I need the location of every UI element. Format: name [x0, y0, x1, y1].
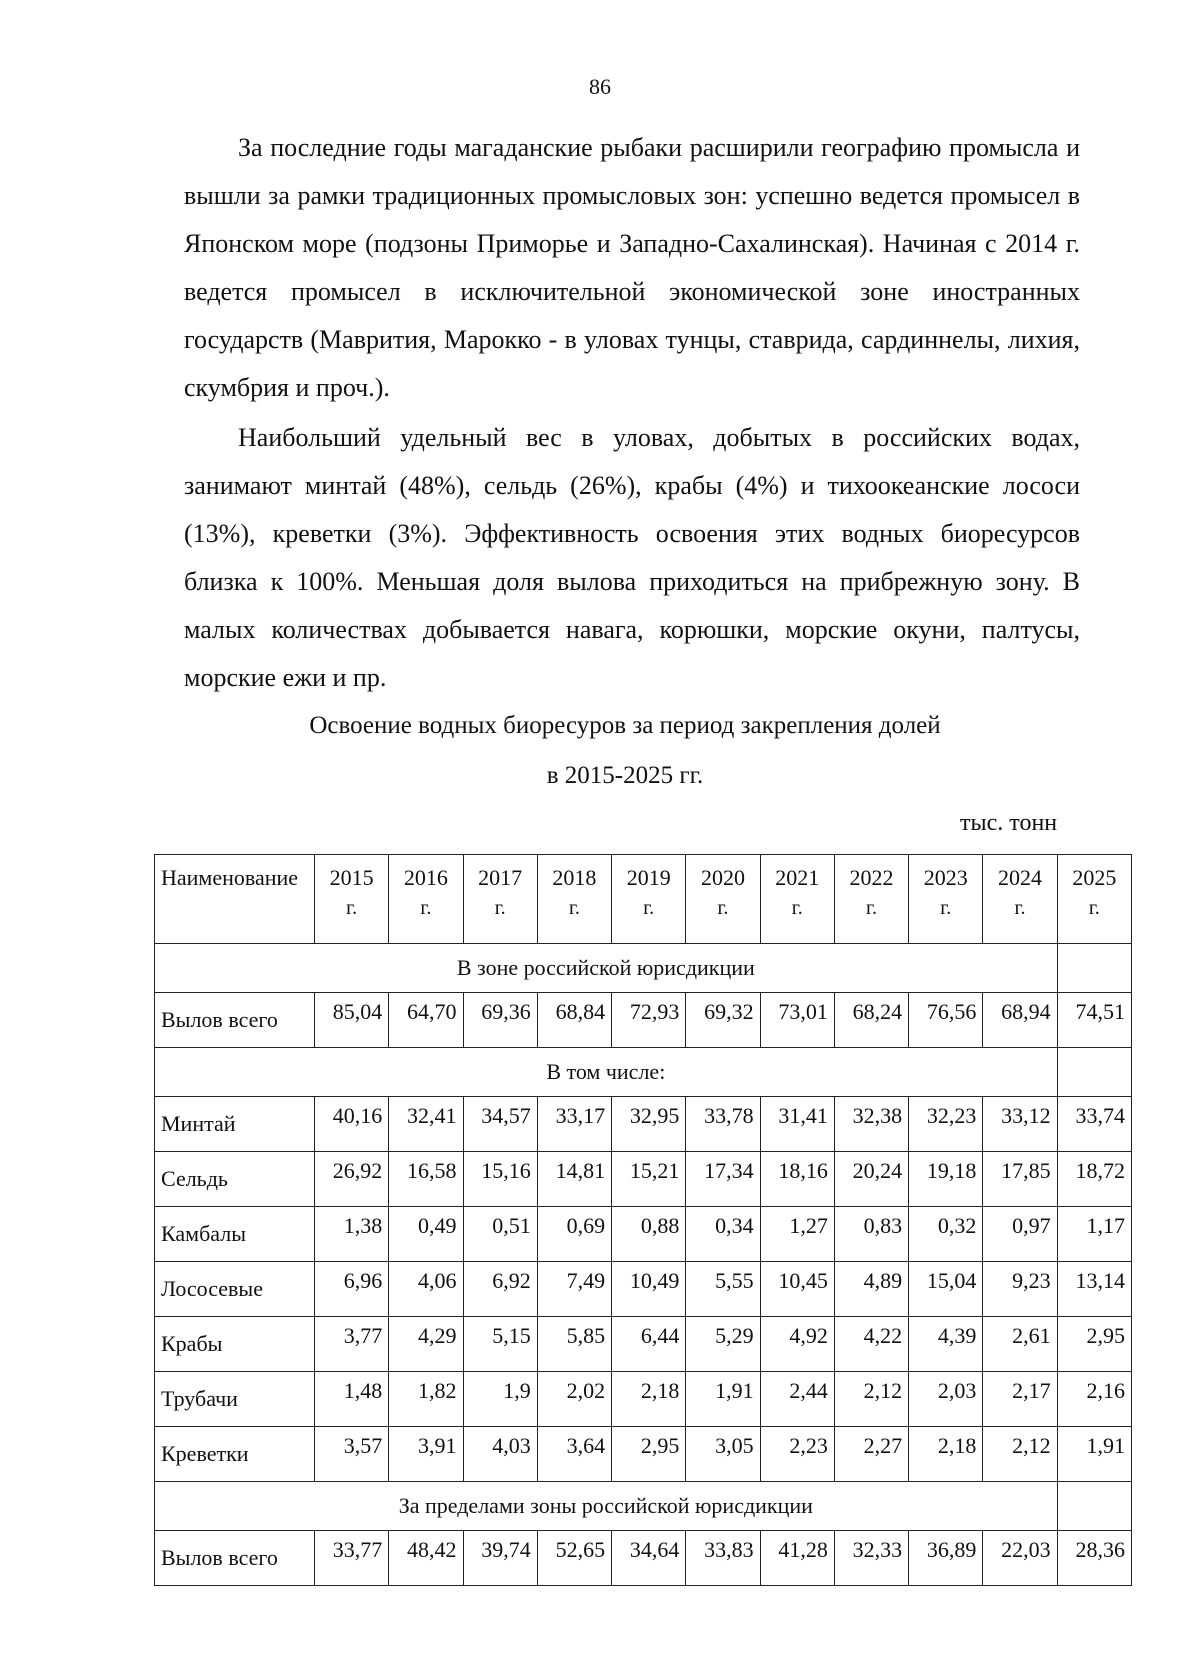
value-cell: 28,36	[1057, 1531, 1131, 1586]
value-cell: 2,61	[983, 1317, 1057, 1372]
column-header-year	[686, 855, 760, 944]
paragraph-fishing-geography: За последние годы магаданские рыбаки расширили географию промысла и вышли за рамки традиционных промысловых зон: успешно ведется промысел в Японском море (подзоны Приморье и Западно-Сахалинская). Начиная с 2014 г. ведется промысел в исключительной экономической зоне иностранных государств (Маврития, Марокко - в уловах тунцы, ставрида, сардиннелы, лихия, скумбрия и проч.).	[184, 133, 1080, 402]
year-label: 2016	[403, 865, 448, 890]
value-cell: 7,49	[537, 1262, 611, 1317]
year-label: 2019	[626, 865, 671, 890]
value-cell: 33,77	[315, 1531, 389, 1586]
value-cell: 2,44	[760, 1372, 834, 1427]
value-cell: 33,17	[537, 1097, 611, 1152]
value-cell: 0,32	[909, 1207, 983, 1262]
table-header-row	[155, 855, 1132, 944]
table-body	[155, 944, 1132, 1586]
page-number: 86	[589, 74, 611, 99]
table-row	[155, 1531, 1132, 1586]
value-cell: 6,96	[315, 1262, 389, 1317]
value-cell: 34,64	[612, 1531, 686, 1586]
value-cell: 15,16	[463, 1152, 537, 1207]
value-cell: 34,57	[463, 1097, 537, 1152]
value-cell: 4,39	[909, 1317, 983, 1372]
value-cell: 2,23	[760, 1427, 834, 1482]
table-row	[155, 993, 1132, 1048]
value-cell: 33,83	[686, 1531, 760, 1586]
value-cell: 0,97	[983, 1207, 1057, 1262]
value-cell: 18,72	[1057, 1152, 1131, 1207]
value-cell: 3,77	[315, 1317, 389, 1372]
value-cell: 26,92	[315, 1152, 389, 1207]
value-cell: 4,89	[834, 1262, 908, 1317]
table-row	[155, 1372, 1132, 1427]
year-label: 2023	[923, 865, 968, 890]
value-cell: 5,55	[686, 1262, 760, 1317]
value-cell: 6,92	[463, 1262, 537, 1317]
section-row	[155, 1482, 1132, 1531]
table-caption-line1: Освоение водных биоресуров за период закрепления долей	[309, 712, 941, 739]
value-cell: 33,78	[686, 1097, 760, 1152]
value-cell: 4,29	[389, 1317, 463, 1372]
value-cell: 74,51	[1057, 993, 1131, 1048]
value-cell: 1,38	[315, 1207, 389, 1262]
value-cell: 32,33	[834, 1531, 908, 1586]
year-suffix: г.	[346, 897, 358, 919]
year-label: 2024	[998, 865, 1043, 890]
row-label: Вылов всего	[155, 1531, 315, 1586]
year-label: 2015	[329, 865, 374, 890]
section-row	[155, 1048, 1132, 1097]
table-row	[155, 1152, 1132, 1207]
table-row	[155, 1097, 1132, 1152]
year-label: 2020	[700, 865, 745, 890]
empty-cell	[1057, 1482, 1131, 1531]
value-cell: 41,28	[760, 1531, 834, 1586]
paragraph-catch-share: Наибольший удельный вес в уловах, добытых в российских водах, занимают минтай (48%), сельдь (26%), крабы (4%) и тихоокеанские лососи (13%), креветки (3%). Эффективность освоения этих водных биоресурсов близка к 100%. Меньшая доля вылова приходиться на прибрежную зону. В малых количествах добывается навага, корюшки, морские окуни, палтусы, морские ежи и пр.	[184, 423, 1080, 692]
value-cell: 40,16	[315, 1097, 389, 1152]
row-label: Камбалы	[155, 1207, 315, 1262]
value-cell: 6,44	[612, 1317, 686, 1372]
value-cell: 2,27	[834, 1427, 908, 1482]
column-header-name: Наименование	[155, 855, 315, 944]
value-cell: 20,24	[834, 1152, 908, 1207]
value-cell: 68,24	[834, 993, 908, 1048]
value-cell: 4,92	[760, 1317, 834, 1372]
value-cell: 73,01	[760, 993, 834, 1048]
value-cell: 33,74	[1057, 1097, 1131, 1152]
row-label: Вылов всего	[155, 993, 315, 1048]
value-cell: 1,48	[315, 1372, 389, 1427]
value-cell: 0,69	[537, 1207, 611, 1262]
value-cell: 10,49	[612, 1262, 686, 1317]
value-cell: 0,34	[686, 1207, 760, 1262]
value-cell: 3,05	[686, 1427, 760, 1482]
value-cell: 32,38	[834, 1097, 908, 1152]
value-cell: 2,18	[909, 1427, 983, 1482]
year-label: 2017	[478, 865, 523, 890]
catch-table	[154, 854, 1132, 1586]
year-suffix: г.	[866, 897, 877, 919]
row-label: Сельдь	[155, 1152, 315, 1207]
value-cell: 2,18	[612, 1372, 686, 1427]
value-cell: 64,70	[389, 993, 463, 1048]
value-cell: 32,41	[389, 1097, 463, 1152]
value-cell: 0,88	[612, 1207, 686, 1262]
year-label: 2025	[1072, 865, 1117, 890]
value-cell: 1,82	[389, 1372, 463, 1427]
value-cell: 2,95	[612, 1427, 686, 1482]
value-cell: 39,74	[463, 1531, 537, 1586]
column-header-year	[834, 855, 908, 944]
value-cell: 1,17	[1057, 1207, 1131, 1262]
value-cell: 17,85	[983, 1152, 1057, 1207]
value-cell: 3,91	[389, 1427, 463, 1482]
section-outside-zone: За пределами зоны российской юрисдикции	[155, 1482, 1058, 1531]
value-cell: 3,64	[537, 1427, 611, 1482]
value-cell: 69,36	[463, 993, 537, 1048]
empty-cell	[1057, 944, 1131, 993]
value-cell: 36,89	[909, 1531, 983, 1586]
year-label: 2018	[552, 865, 597, 890]
value-cell: 14,81	[537, 1152, 611, 1207]
year-suffix: г.	[1014, 897, 1026, 919]
column-header-year	[1057, 855, 1131, 944]
table-row	[155, 1427, 1132, 1482]
value-cell: 22,03	[983, 1531, 1057, 1586]
row-label: Креветки	[155, 1427, 315, 1482]
year-label: 2021	[775, 865, 820, 890]
value-cell: 68,94	[983, 993, 1057, 1048]
value-cell: 68,84	[537, 993, 611, 1048]
column-header-year	[760, 855, 834, 944]
value-cell: 72,93	[612, 993, 686, 1048]
value-cell: 2,17	[983, 1372, 1057, 1427]
table-row	[155, 1207, 1132, 1262]
value-cell: 15,04	[909, 1262, 983, 1317]
value-cell: 18,16	[760, 1152, 834, 1207]
year-suffix: г.	[791, 897, 803, 919]
value-cell: 5,15	[463, 1317, 537, 1372]
value-cell: 1,91	[1057, 1427, 1131, 1482]
value-cell: 0,83	[834, 1207, 908, 1262]
row-label: Лососевые	[155, 1262, 315, 1317]
table-row	[155, 1317, 1132, 1372]
year-suffix: г.	[494, 897, 506, 919]
value-cell: 1,9	[463, 1372, 537, 1427]
year-suffix: г.	[420, 897, 432, 919]
value-cell: 3,57	[315, 1427, 389, 1482]
value-cell: 2,95	[1057, 1317, 1131, 1372]
section-including: В том числе:	[155, 1048, 1058, 1097]
table-units: тыс. тонн	[960, 810, 1058, 836]
value-cell: 5,85	[537, 1317, 611, 1372]
year-label: 2022	[849, 865, 894, 890]
value-cell: 2,12	[983, 1427, 1057, 1482]
value-cell: 15,21	[612, 1152, 686, 1207]
value-cell: 31,41	[760, 1097, 834, 1152]
section-row	[155, 944, 1132, 993]
year-suffix: г.	[1088, 897, 1100, 919]
column-header-year	[909, 855, 983, 944]
value-cell: 32,23	[909, 1097, 983, 1152]
value-cell: 0,49	[389, 1207, 463, 1262]
value-cell: 2,02	[537, 1372, 611, 1427]
value-cell: 2,12	[834, 1372, 908, 1427]
value-cell: 2,03	[909, 1372, 983, 1427]
empty-cell	[1057, 1048, 1131, 1097]
value-cell: 4,22	[834, 1317, 908, 1372]
row-label: Крабы	[155, 1317, 315, 1372]
value-cell: 16,58	[389, 1152, 463, 1207]
value-cell: 1,91	[686, 1372, 760, 1427]
column-header-year	[315, 855, 389, 944]
value-cell: 2,16	[1057, 1372, 1131, 1427]
value-cell: 52,65	[537, 1531, 611, 1586]
column-header-year	[389, 855, 463, 944]
value-cell: 19,18	[909, 1152, 983, 1207]
value-cell: 17,34	[686, 1152, 760, 1207]
value-cell: 32,95	[612, 1097, 686, 1152]
row-label: Минтай	[155, 1097, 315, 1152]
value-cell: 76,56	[909, 993, 983, 1048]
year-suffix: г.	[940, 897, 952, 919]
table-caption-line2: в 2015-2025 гг.	[546, 762, 704, 789]
section-russian-zone: В зоне российской юрисдикции	[155, 944, 1058, 993]
value-cell: 85,04	[315, 993, 389, 1048]
value-cell: 0,51	[463, 1207, 537, 1262]
column-header-year	[537, 855, 611, 944]
value-cell: 10,45	[760, 1262, 834, 1317]
value-cell: 5,29	[686, 1317, 760, 1372]
year-suffix: г.	[717, 897, 729, 919]
table-row	[155, 1262, 1132, 1317]
year-suffix: г.	[643, 897, 655, 919]
value-cell: 4,06	[389, 1262, 463, 1317]
value-cell: 33,12	[983, 1097, 1057, 1152]
value-cell: 48,42	[389, 1531, 463, 1586]
column-header-year	[612, 855, 686, 944]
value-cell: 1,27	[760, 1207, 834, 1262]
value-cell: 9,23	[983, 1262, 1057, 1317]
value-cell: 13,14	[1057, 1262, 1131, 1317]
value-cell: 69,32	[686, 993, 760, 1048]
column-header-year	[463, 855, 537, 944]
column-header-year	[983, 855, 1057, 944]
year-suffix: г.	[568, 897, 580, 919]
value-cell: 4,03	[463, 1427, 537, 1482]
row-label: Трубачи	[155, 1372, 315, 1427]
